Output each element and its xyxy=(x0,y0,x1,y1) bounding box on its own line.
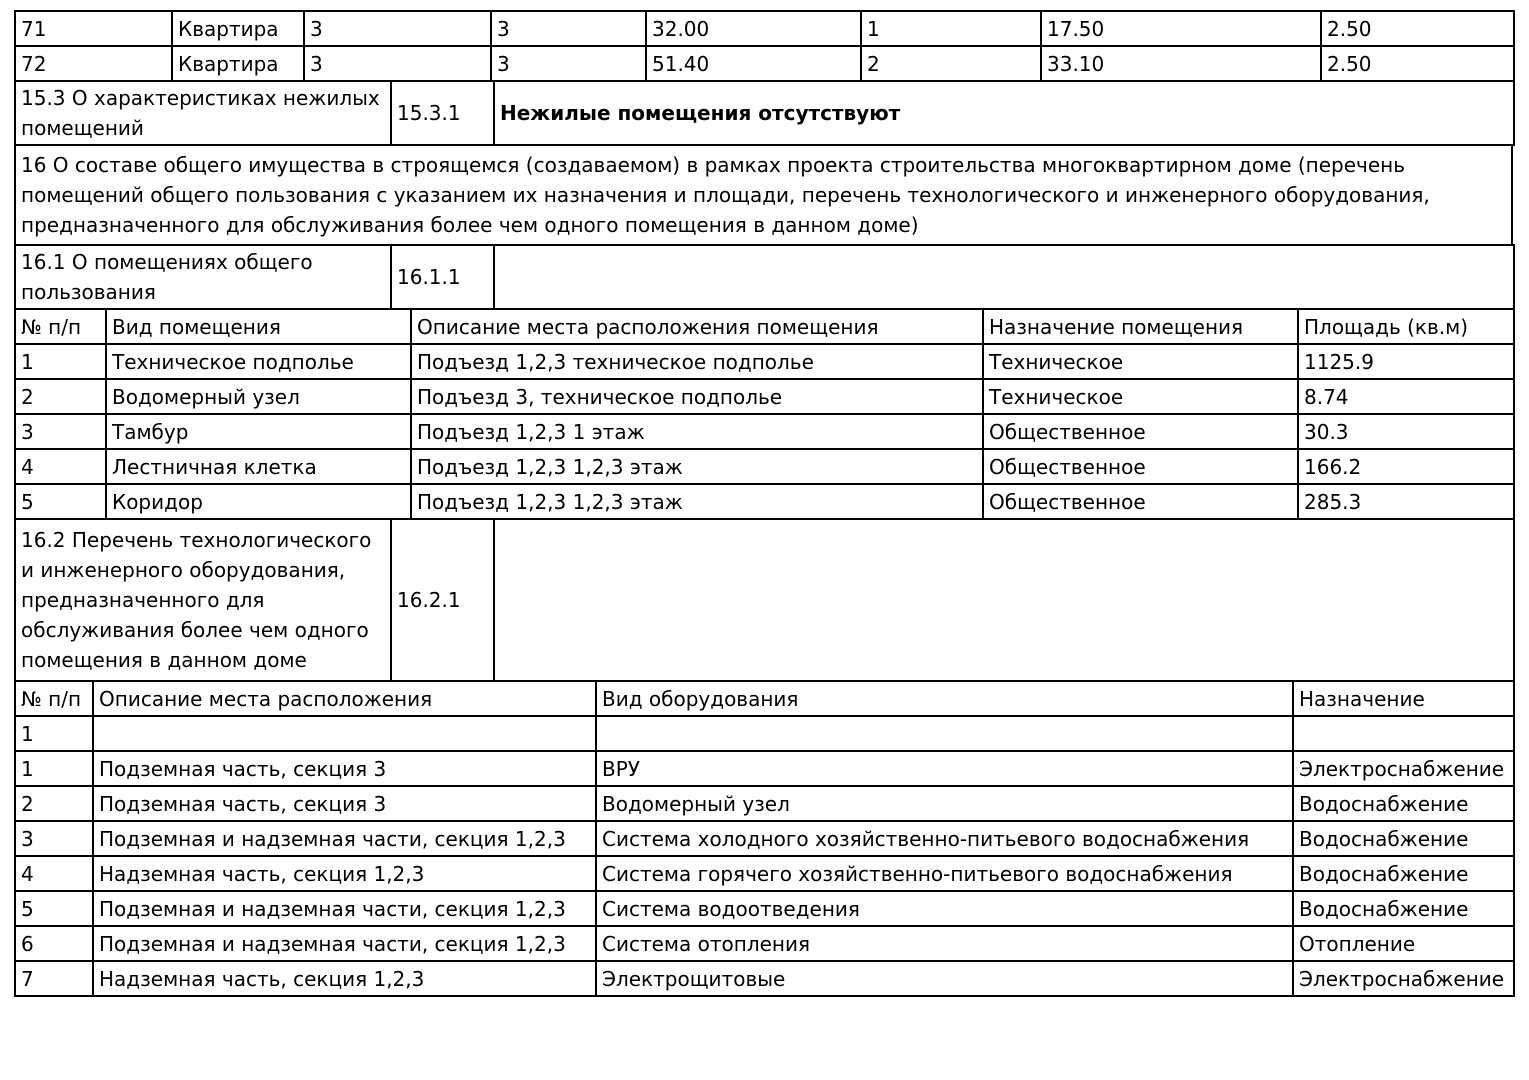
table-row xyxy=(15,379,1514,414)
section-16-title-table xyxy=(14,144,1513,246)
table-cell: 5 xyxy=(15,891,93,926)
table-cell: Водоснабжение xyxy=(1293,786,1514,821)
table-cell: Подземная и надземная части, секция 1,2,3 xyxy=(93,891,596,926)
table-cell: 17.50 xyxy=(1041,11,1321,46)
section-15-3-value: Нежилые помещения отсутствуют xyxy=(494,81,1514,145)
table-cell: Подземная часть, секция 3 xyxy=(93,751,596,786)
table-row xyxy=(15,961,1514,996)
section-15-3-code: 15.3.1 xyxy=(391,81,494,145)
table-cell: Техническое xyxy=(983,379,1298,414)
equipment-table-header xyxy=(15,681,1514,716)
table-cell: Электрощитовые xyxy=(596,961,1293,996)
column-header: Вид оборудования xyxy=(596,681,1293,716)
table-cell: 1125.9 xyxy=(1298,344,1514,379)
table-cell: 8.74 xyxy=(1298,379,1514,414)
table-row xyxy=(15,81,1514,145)
table-cell: 7 xyxy=(15,961,93,996)
table-cell: Водомерный узел xyxy=(106,379,411,414)
column-header: Описание места расположения помещения xyxy=(411,309,983,344)
table-row xyxy=(15,786,1514,821)
table-row xyxy=(15,821,1514,856)
table-cell: Подъезд 1,2,3 1 этаж xyxy=(411,414,983,449)
table-row xyxy=(15,681,1514,716)
table-row xyxy=(15,751,1514,786)
section-16-2-code: 16.2.1 xyxy=(391,519,494,681)
table-row xyxy=(15,309,1514,344)
table-cell: 3 xyxy=(304,11,491,46)
table-cell: Подъезд 1,2,3 техническое подполье xyxy=(411,344,983,379)
table-cell: Тамбур xyxy=(106,414,411,449)
section-16-title: 16 О составе общего имущества в строящемся (создаваемом) в рамках проекта строительства многоквартирном доме (перечень помещений общего пользования с указанием их назначения и площади, перечень технологического и инженерного оборудования, предназначенного для обслуживания более чем одного помещения в данном доме) xyxy=(15,145,1512,245)
table-cell: Техническое подполье xyxy=(106,344,411,379)
table-cell: Общественное xyxy=(983,484,1298,519)
table-cell: Коридор xyxy=(106,484,411,519)
column-header: Вид помещения xyxy=(106,309,411,344)
table-row xyxy=(15,716,1514,751)
table-cell: 5 xyxy=(15,484,106,519)
table-row xyxy=(15,414,1514,449)
rooms-table-header xyxy=(15,309,1514,344)
table-cell: 32.00 xyxy=(646,11,861,46)
table-row xyxy=(15,245,1514,309)
column-header: Площадь (кв.м) xyxy=(1298,309,1514,344)
table-cell: 30.3 xyxy=(1298,414,1514,449)
equipment-table xyxy=(14,680,1515,997)
column-header: № п/п xyxy=(15,309,106,344)
apartments-table-body xyxy=(15,11,1514,81)
table-cell: Водоснабжение xyxy=(1293,856,1514,891)
table-cell: Водомерный узел xyxy=(596,786,1293,821)
section-16-1-code: 16.1.1 xyxy=(391,245,494,309)
table-cell: Система холодного хозяйственно-питьевого водоснабжения xyxy=(596,821,1293,856)
table-cell: Подъезд 3, техническое подполье xyxy=(411,379,983,414)
table-cell: 2 xyxy=(15,786,93,821)
table-cell: Квартира xyxy=(172,46,304,81)
table-cell: Система горячего хозяйственно-питьевого водоснабжения xyxy=(596,856,1293,891)
table-cell: 2 xyxy=(15,379,106,414)
column-header: Назначение помещения xyxy=(983,309,1298,344)
table-row xyxy=(15,926,1514,961)
table-cell: 1 xyxy=(15,344,106,379)
table-cell: Подземная часть, секция 3 xyxy=(93,786,596,821)
section-16-1-table xyxy=(14,244,1515,310)
column-header: № п/п xyxy=(15,681,93,716)
table-cell: 2.50 xyxy=(1321,46,1514,81)
table-cell: Подземная и надземная части, секция 1,2,3 xyxy=(93,821,596,856)
table-cell: Система водоотведения xyxy=(596,891,1293,926)
table-cell: 3 xyxy=(15,414,106,449)
table-cell: Водоснабжение xyxy=(1293,891,1514,926)
section-16-2-label: 16.2 Перечень технологического и инженерного оборудования, предназначенного для обслуживания более чем одного помещения в данном доме xyxy=(15,519,391,681)
table-cell: Отопление xyxy=(1293,926,1514,961)
table-cell xyxy=(596,716,1293,751)
table-row xyxy=(15,484,1514,519)
table-cell: 1 xyxy=(15,716,93,751)
table-cell: 3 xyxy=(491,11,646,46)
table-row xyxy=(15,891,1514,926)
table-cell: 285.3 xyxy=(1298,484,1514,519)
table-cell: Водоснабжение xyxy=(1293,821,1514,856)
column-header: Описание места расположения xyxy=(93,681,596,716)
rooms-table-body xyxy=(15,344,1514,519)
table-cell: 4 xyxy=(15,856,93,891)
table-cell: Общественное xyxy=(983,449,1298,484)
table-cell: 1 xyxy=(15,751,93,786)
table-cell: Подъезд 1,2,3 1,2,3 этаж xyxy=(411,449,983,484)
table-row xyxy=(15,344,1514,379)
table-cell: 71 xyxy=(15,11,172,46)
table-cell: 72 xyxy=(15,46,172,81)
table-row xyxy=(15,519,1514,681)
table-cell: 166.2 xyxy=(1298,449,1514,484)
table-cell: Электроснабжение xyxy=(1293,751,1514,786)
table-cell: Система отопления xyxy=(596,926,1293,961)
apartments-table xyxy=(14,10,1515,82)
table-cell xyxy=(1293,716,1514,751)
section-16-1-label: 16.1 О помещениях общего пользования xyxy=(15,245,391,309)
table-row xyxy=(15,11,1514,46)
table-cell: 1 xyxy=(861,11,1041,46)
table-cell: Электроснабжение xyxy=(1293,961,1514,996)
table-row xyxy=(15,46,1514,81)
table-cell: 4 xyxy=(15,449,106,484)
table-cell: 3 xyxy=(491,46,646,81)
table-cell: Надземная часть, секция 1,2,3 xyxy=(93,961,596,996)
table-cell: 6 xyxy=(15,926,93,961)
table-cell: Надземная часть, секция 1,2,3 xyxy=(93,856,596,891)
rooms-table xyxy=(14,308,1515,520)
column-header: Назначение xyxy=(1293,681,1514,716)
table-cell: Подземная и надземная части, секция 1,2,3 xyxy=(93,926,596,961)
document-page xyxy=(14,10,1513,997)
table-cell: Подъезд 1,2,3 1,2,3 этаж xyxy=(411,484,983,519)
section-15-3-label: 15.3 О характеристиках нежилых помещений xyxy=(15,81,391,145)
table-cell: ВРУ xyxy=(596,751,1293,786)
table-row xyxy=(15,145,1512,245)
section-15-3-table xyxy=(14,80,1515,146)
section-16-2-table xyxy=(14,518,1515,682)
table-cell: Квартира xyxy=(172,11,304,46)
table-cell: 33.10 xyxy=(1041,46,1321,81)
table-cell: 51.40 xyxy=(646,46,861,81)
table-cell: 2.50 xyxy=(1321,11,1514,46)
table-row xyxy=(15,856,1514,891)
section-16-2-value xyxy=(494,519,1514,681)
table-cell: 3 xyxy=(15,821,93,856)
table-cell: Лестничная клетка xyxy=(106,449,411,484)
equipment-table-body xyxy=(15,716,1514,996)
table-cell: Общественное xyxy=(983,414,1298,449)
table-cell: 3 xyxy=(304,46,491,81)
table-row xyxy=(15,449,1514,484)
table-cell xyxy=(93,716,596,751)
table-cell: 2 xyxy=(861,46,1041,81)
table-cell: Техническое xyxy=(983,344,1298,379)
section-16-1-value xyxy=(494,245,1514,309)
